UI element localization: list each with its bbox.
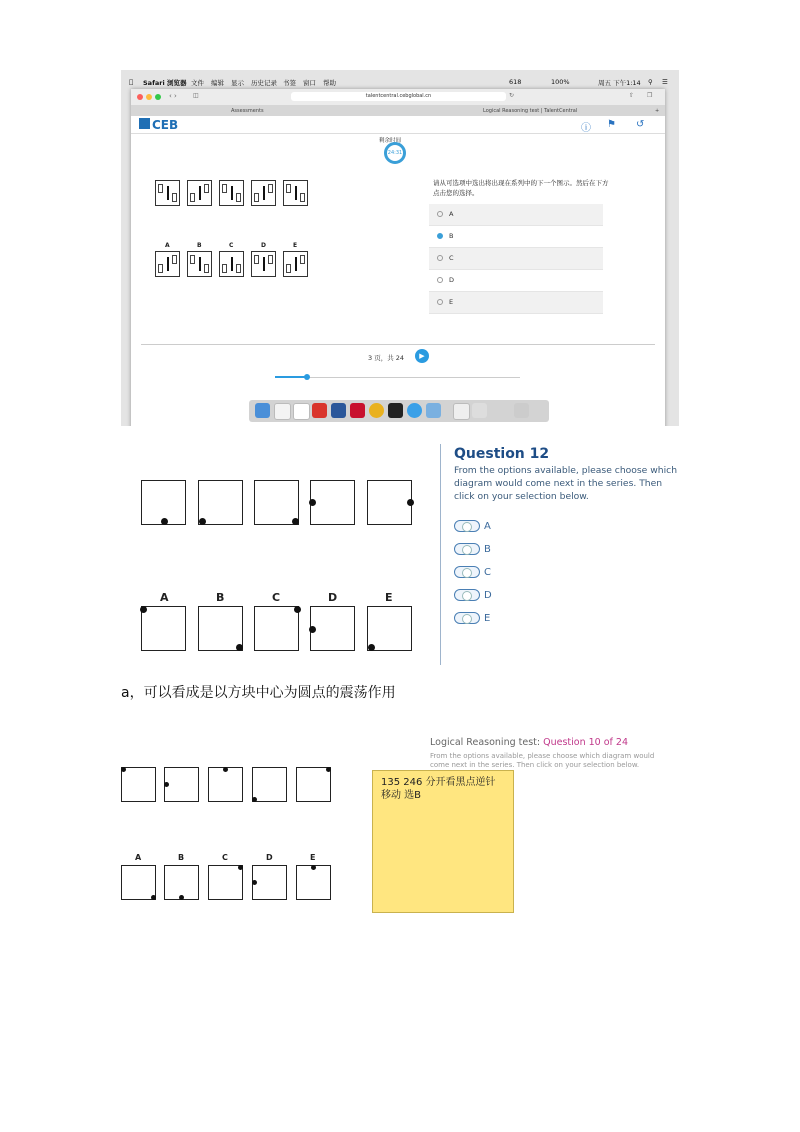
tab-logical-reasoning[interactable]: Logical Reasoning test | TalentCentral	[483, 108, 578, 114]
menu-view[interactable]: 显示	[231, 79, 244, 87]
list-icon[interactable]: ☰	[662, 78, 668, 86]
option-e[interactable]: E	[429, 292, 603, 314]
series-square-1	[141, 480, 186, 525]
toggle-icon[interactable]	[454, 612, 480, 624]
series-square-3	[254, 480, 299, 525]
toggle-icon[interactable]	[454, 543, 480, 555]
choice-label-e: E	[385, 591, 393, 604]
option-b[interactable]: B	[429, 226, 603, 248]
timer-label: 剩余时间	[379, 138, 402, 144]
question-title: Question 12	[454, 446, 550, 462]
choice-label-b: B	[216, 591, 225, 604]
toggle-icon[interactable]	[454, 520, 480, 532]
choice-square-a	[121, 865, 156, 900]
choice-square-a	[141, 606, 186, 651]
finder-icon[interactable]	[255, 403, 270, 418]
question-10-screenshot	[118, 733, 678, 918]
choice-label-c: C	[229, 242, 234, 249]
menu-edit[interactable]: 编辑	[211, 79, 224, 87]
choice-square-c	[208, 865, 243, 900]
next-button[interactable]: ▶	[415, 349, 429, 363]
choice-square-b	[198, 606, 243, 651]
series-diagram-1	[155, 180, 180, 206]
terminal-icon[interactable]	[388, 403, 403, 418]
browser-window	[131, 89, 665, 426]
preview-icon[interactable]	[426, 403, 441, 418]
choice-label-a: A	[160, 591, 169, 604]
url-bar[interactable]: talentcentral.cebglobal.cn	[291, 92, 506, 101]
new-tab-icon[interactable]: +	[655, 108, 660, 114]
series-diagram-2	[187, 180, 212, 206]
choice-diagram-b	[187, 251, 212, 277]
option-d[interactable]: D	[429, 270, 603, 292]
reload-icon[interactable]: ↻	[509, 92, 515, 99]
progress-knob	[304, 374, 310, 380]
logout-icon[interactable]: ↺	[636, 119, 645, 130]
choice-square-d	[310, 606, 355, 651]
radio-icon[interactable]	[437, 277, 443, 283]
word-icon[interactable]	[331, 403, 346, 418]
series-square-3	[208, 767, 243, 802]
choice-label-e: E	[310, 853, 316, 862]
question-title: Logical Reasoning test: Question 10 of 24	[430, 737, 628, 748]
menu-history[interactable]: 历史记录	[251, 79, 277, 87]
logo-icon	[139, 118, 150, 129]
app-icon[interactable]	[312, 403, 327, 418]
choice-square-c	[254, 606, 299, 651]
options-panel	[429, 204, 603, 314]
menu-help[interactable]: 帮助	[323, 79, 336, 87]
series-square-4	[252, 767, 287, 802]
status-battery[interactable]: 100%	[551, 78, 570, 86]
status-storage[interactable]: 618	[509, 78, 522, 86]
notes-icon[interactable]	[274, 403, 291, 420]
choice-diagram-e	[283, 251, 308, 277]
series-diagram-4	[251, 180, 276, 206]
mac-menubar	[121, 74, 679, 90]
choice-label-e: E	[293, 242, 298, 249]
choice-diagram-c	[219, 251, 244, 277]
explanation-caption: a，可以看成是以方块中心为圆点的震荡作用	[121, 685, 396, 701]
timer-ring: 24:31	[384, 142, 406, 164]
calendar-icon[interactable]	[293, 403, 310, 420]
choice-label-b: B	[178, 853, 185, 862]
progress-track	[275, 377, 520, 378]
mac-dock	[249, 400, 549, 422]
document-icon[interactable]	[453, 403, 470, 420]
choice-diagram-a	[155, 251, 180, 277]
question-12-screenshot	[121, 440, 681, 670]
trash-icon[interactable]	[514, 403, 529, 418]
choice-label-d: D	[261, 242, 266, 249]
menu-bookmarks[interactable]: 书签	[283, 79, 296, 87]
minimize-icon[interactable]	[146, 94, 152, 100]
series-diagram-3	[219, 180, 244, 206]
option-d[interactable]: D	[454, 589, 492, 601]
series-square-5	[367, 480, 412, 525]
series-square-2	[198, 480, 243, 525]
question-instruction: From the options available, please choose which diagram would come next in the series. Then click on your selection below.	[454, 465, 678, 502]
menu-window[interactable]: 窗口	[303, 79, 316, 87]
option-a[interactable]: A	[429, 204, 603, 226]
tabs-icon[interactable]: ❐	[647, 92, 653, 99]
zoom-icon[interactable]	[155, 94, 161, 100]
series-diagram-5	[283, 180, 308, 206]
option-a[interactable]: A	[454, 520, 491, 532]
menu-file[interactable]: 文件	[191, 79, 204, 87]
choice-square-d	[252, 865, 287, 900]
series-square-1	[121, 767, 156, 802]
choice-square-e	[367, 606, 412, 651]
browser-toolbar	[131, 89, 665, 106]
divider	[141, 344, 655, 345]
accessibility-icon[interactable]: ⚑	[607, 119, 616, 130]
choice-square-b	[164, 865, 199, 900]
page-indicator: 3 页，共 24	[368, 354, 405, 362]
ceb-header	[131, 116, 665, 134]
option-e[interactable]: E	[454, 612, 490, 624]
panel-divider	[440, 444, 441, 665]
series-square-2	[164, 767, 199, 802]
downloads-icon[interactable]	[472, 403, 487, 418]
safari-icon[interactable]	[407, 403, 422, 418]
choice-label-a: A	[135, 853, 142, 862]
tab-bar	[131, 105, 665, 116]
radio-selected-icon[interactable]	[437, 233, 443, 239]
option-c[interactable]: C	[454, 566, 491, 578]
option-b[interactable]: B	[454, 543, 491, 555]
chrome-icon[interactable]	[369, 403, 384, 418]
safari-screenshot	[121, 70, 679, 426]
choice-label-b: B	[197, 242, 202, 249]
option-c[interactable]: C	[429, 248, 603, 270]
back-icon[interactable]: ‹ ›	[169, 92, 177, 100]
choice-label-d: D	[328, 591, 338, 604]
close-icon[interactable]	[137, 94, 143, 100]
toggle-icon[interactable]	[454, 589, 480, 601]
choice-label-c: C	[222, 853, 228, 862]
choice-label-d: D	[266, 853, 273, 862]
question-instruction: From the options available, please choose which diagram would come next in the series. Then click on your selection below.	[430, 752, 655, 769]
apple-icon[interactable]	[129, 78, 133, 86]
radio-icon[interactable]	[437, 211, 443, 217]
search-icon[interactable]: ⚲	[648, 78, 653, 86]
choice-label-c: C	[272, 591, 281, 604]
youdao-icon[interactable]	[350, 403, 365, 418]
status-clock[interactable]: 周五 下午1:14	[598, 79, 641, 87]
sidebar-icon[interactable]: ◫	[193, 92, 199, 99]
sticky-note[interactable]: 135 246 分开看黑点逆针移动 选B	[372, 770, 514, 913]
choice-square-e	[296, 865, 331, 900]
radio-icon[interactable]	[437, 255, 443, 261]
radio-icon[interactable]	[437, 299, 443, 305]
tab-assessments[interactable]: Assessments	[231, 108, 264, 114]
progress-fill	[275, 376, 307, 378]
choice-diagram-d	[251, 251, 276, 277]
menu-app-name[interactable]: Safari 浏览器	[143, 79, 187, 87]
series-square-4	[310, 480, 355, 525]
question-instruction: 请从可选项中选出将出现在系列中的下一个图示。然后在下方点击您的选择。	[433, 179, 609, 197]
help-icon[interactable]: ⓘ	[581, 123, 591, 134]
ceb-logo: CEB	[139, 118, 185, 131]
series-square-5	[296, 767, 331, 802]
choice-label-a: A	[165, 242, 170, 249]
toggle-icon[interactable]	[454, 566, 480, 578]
share-icon[interactable]: ⇧	[629, 92, 635, 99]
